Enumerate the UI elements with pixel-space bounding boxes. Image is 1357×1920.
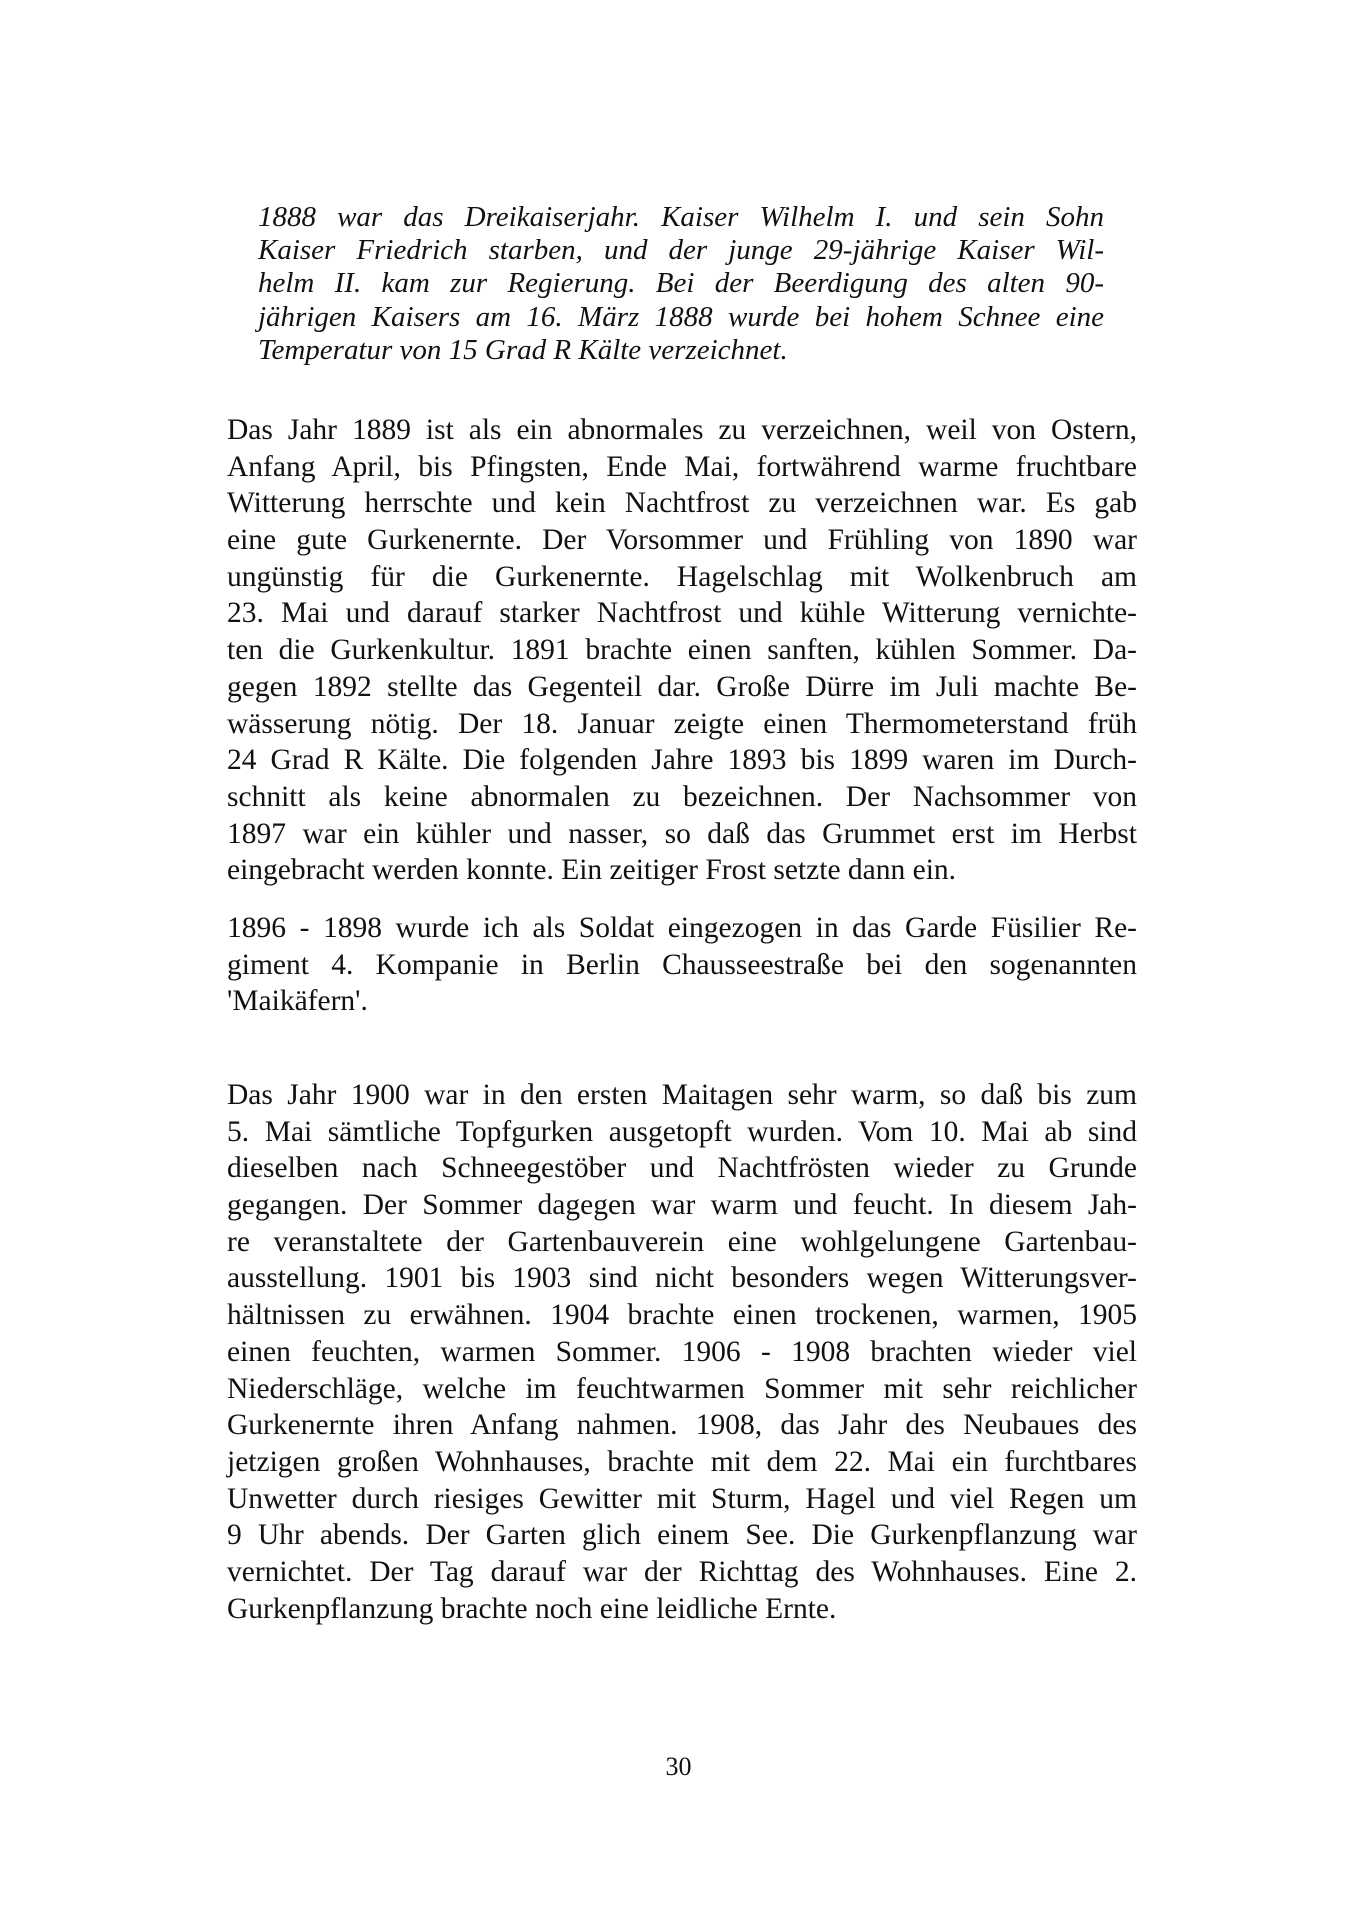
text-line: wässerung nötig. Der 18. Januar zeigte einen Thermometerstand früh [227, 707, 1137, 740]
text-line: giment 4. Kompanie in Berlin Chausseestraße bei den sogenannten [227, 948, 1137, 981]
text-line: Anfang April, bis Pfingsten, Ende Mai, fortwährend warme fruchtbare [227, 450, 1137, 483]
text-line: Gurkenernte ihren Anfang nahmen. 1908, das Jahr des Neubaues des [227, 1409, 1137, 1442]
text-line: re veranstaltete der Gartenbauverein eine wohlgelungene Gartenbau- [227, 1225, 1137, 1258]
quote-line: 1888 war das Dreikaiserjahr. Kaiser Wilhelm I. und sein Sohn [258, 201, 1104, 233]
text-line: einen feuchten, warmen Sommer. 1906 - 1908 brachten wieder viel [227, 1335, 1137, 1368]
text-line: 5. Mai sämtliche Topfgurken ausgetopft wurden. Vom 10. Mai ab sind [227, 1115, 1137, 1148]
text-line: 9 Uhr abends. Der Garten glich einem See. Die Gurkenpflanzung war [227, 1519, 1137, 1552]
italic-quote-block [258, 201, 1104, 367]
text-line: 'Maikäfern'. [227, 985, 368, 1018]
text-line: gegangen. Der Sommer dagegen war warm und feucht. In diesem Jah- [227, 1189, 1137, 1222]
quote-line: jährigen Kaisers am 16. März 1888 wurde bei hohem Schnee eine [258, 300, 1104, 333]
text-line: Gurkenpflanzung brachte noch eine leidliche Ernte. [227, 1592, 837, 1625]
text-line: ten die Gurkenkultur. 1891 brachte einen sanften, kühlen Sommer. Da- [227, 634, 1137, 667]
text-line: Unwetter durch riesiges Gewitter mit Sturm, Hagel und viel Regen um [227, 1482, 1137, 1515]
text-line: eine gute Gurkenernte. Der Vorsommer und Frühling von 1890 war [227, 524, 1137, 557]
text-line: gegen 1892 stellte das Gegenteil dar. Große Dürre im Juli machte Be- [227, 670, 1137, 703]
text-line: Das Jahr 1889 ist als ein abnormales zu verzeichnen, weil von Ostern, [227, 414, 1137, 446]
text-line: hältnissen zu erwähnen. 1904 brachte einen trockenen, warmen, 1905 [227, 1299, 1137, 1332]
text-line: jetzigen großen Wohnhauses, brachte mit dem 22. Mai ein furchtbares [227, 1445, 1137, 1478]
text-line: 1896 - 1898 wurde ich als Soldat eingezogen in das Garde Füsilier Re- [227, 912, 1137, 944]
text-line: Das Jahr 1900 war in den ersten Maitagen sehr warm, so daß bis zum [227, 1079, 1137, 1111]
quote-line: helm II. kam zur Regierung. Bei der Beerdigung des alten 90- [258, 267, 1104, 300]
text-line: ausstellung. 1901 bis 1903 sind nicht besonders wegen Witterungsver- [227, 1262, 1137, 1295]
text-line: Niederschläge, welche im feuchtwarmen Sommer mit sehr reichlicher [227, 1372, 1137, 1405]
paragraph-1900-1908 [227, 1077, 1137, 1627]
text-line: vernichtet. Der Tag darauf war der Richttag des Wohnhauses. Eine 2. [227, 1555, 1137, 1588]
text-line: eingebracht werden konnte. Ein zeitiger Frost setzte dann ein. [227, 854, 957, 887]
text-line: ungünstig für die Gurkenernte. Hagelschlag mit Wolkenbruch am [227, 560, 1137, 593]
paragraph-1889-1899 [227, 412, 1137, 889]
text-line: 23. Mai und darauf starker Nachtfrost und kühle Witterung vernichte- [227, 597, 1137, 630]
text-line: Witterung herrschte und kein Nachtfrost zu verzeichnen war. Es gab [227, 487, 1137, 520]
page-number: 30 [665, 1752, 692, 1781]
text-line: schnitt als keine abnormalen zu bezeichnen. Der Nachsommer von [227, 780, 1137, 813]
quote-line: Kaiser Friedrich starben, und der junge 29-jährige Kaiser Wil- [258, 234, 1104, 267]
quote-line: Temperatur von 15 Grad R Kälte verzeichnet. [258, 333, 788, 366]
text-line: 1897 war ein kühler und nasser, so daß das Grummet erst im Herbst [227, 817, 1137, 850]
text-line: dieselben nach Schneegestöber und Nachtfrösten wieder zu Grunde [227, 1152, 1137, 1185]
text-line: 24 Grad R Kälte. Die folgenden Jahre 1893 bis 1899 waren im Durch- [227, 744, 1137, 777]
paragraph-military-service [227, 910, 1137, 1020]
